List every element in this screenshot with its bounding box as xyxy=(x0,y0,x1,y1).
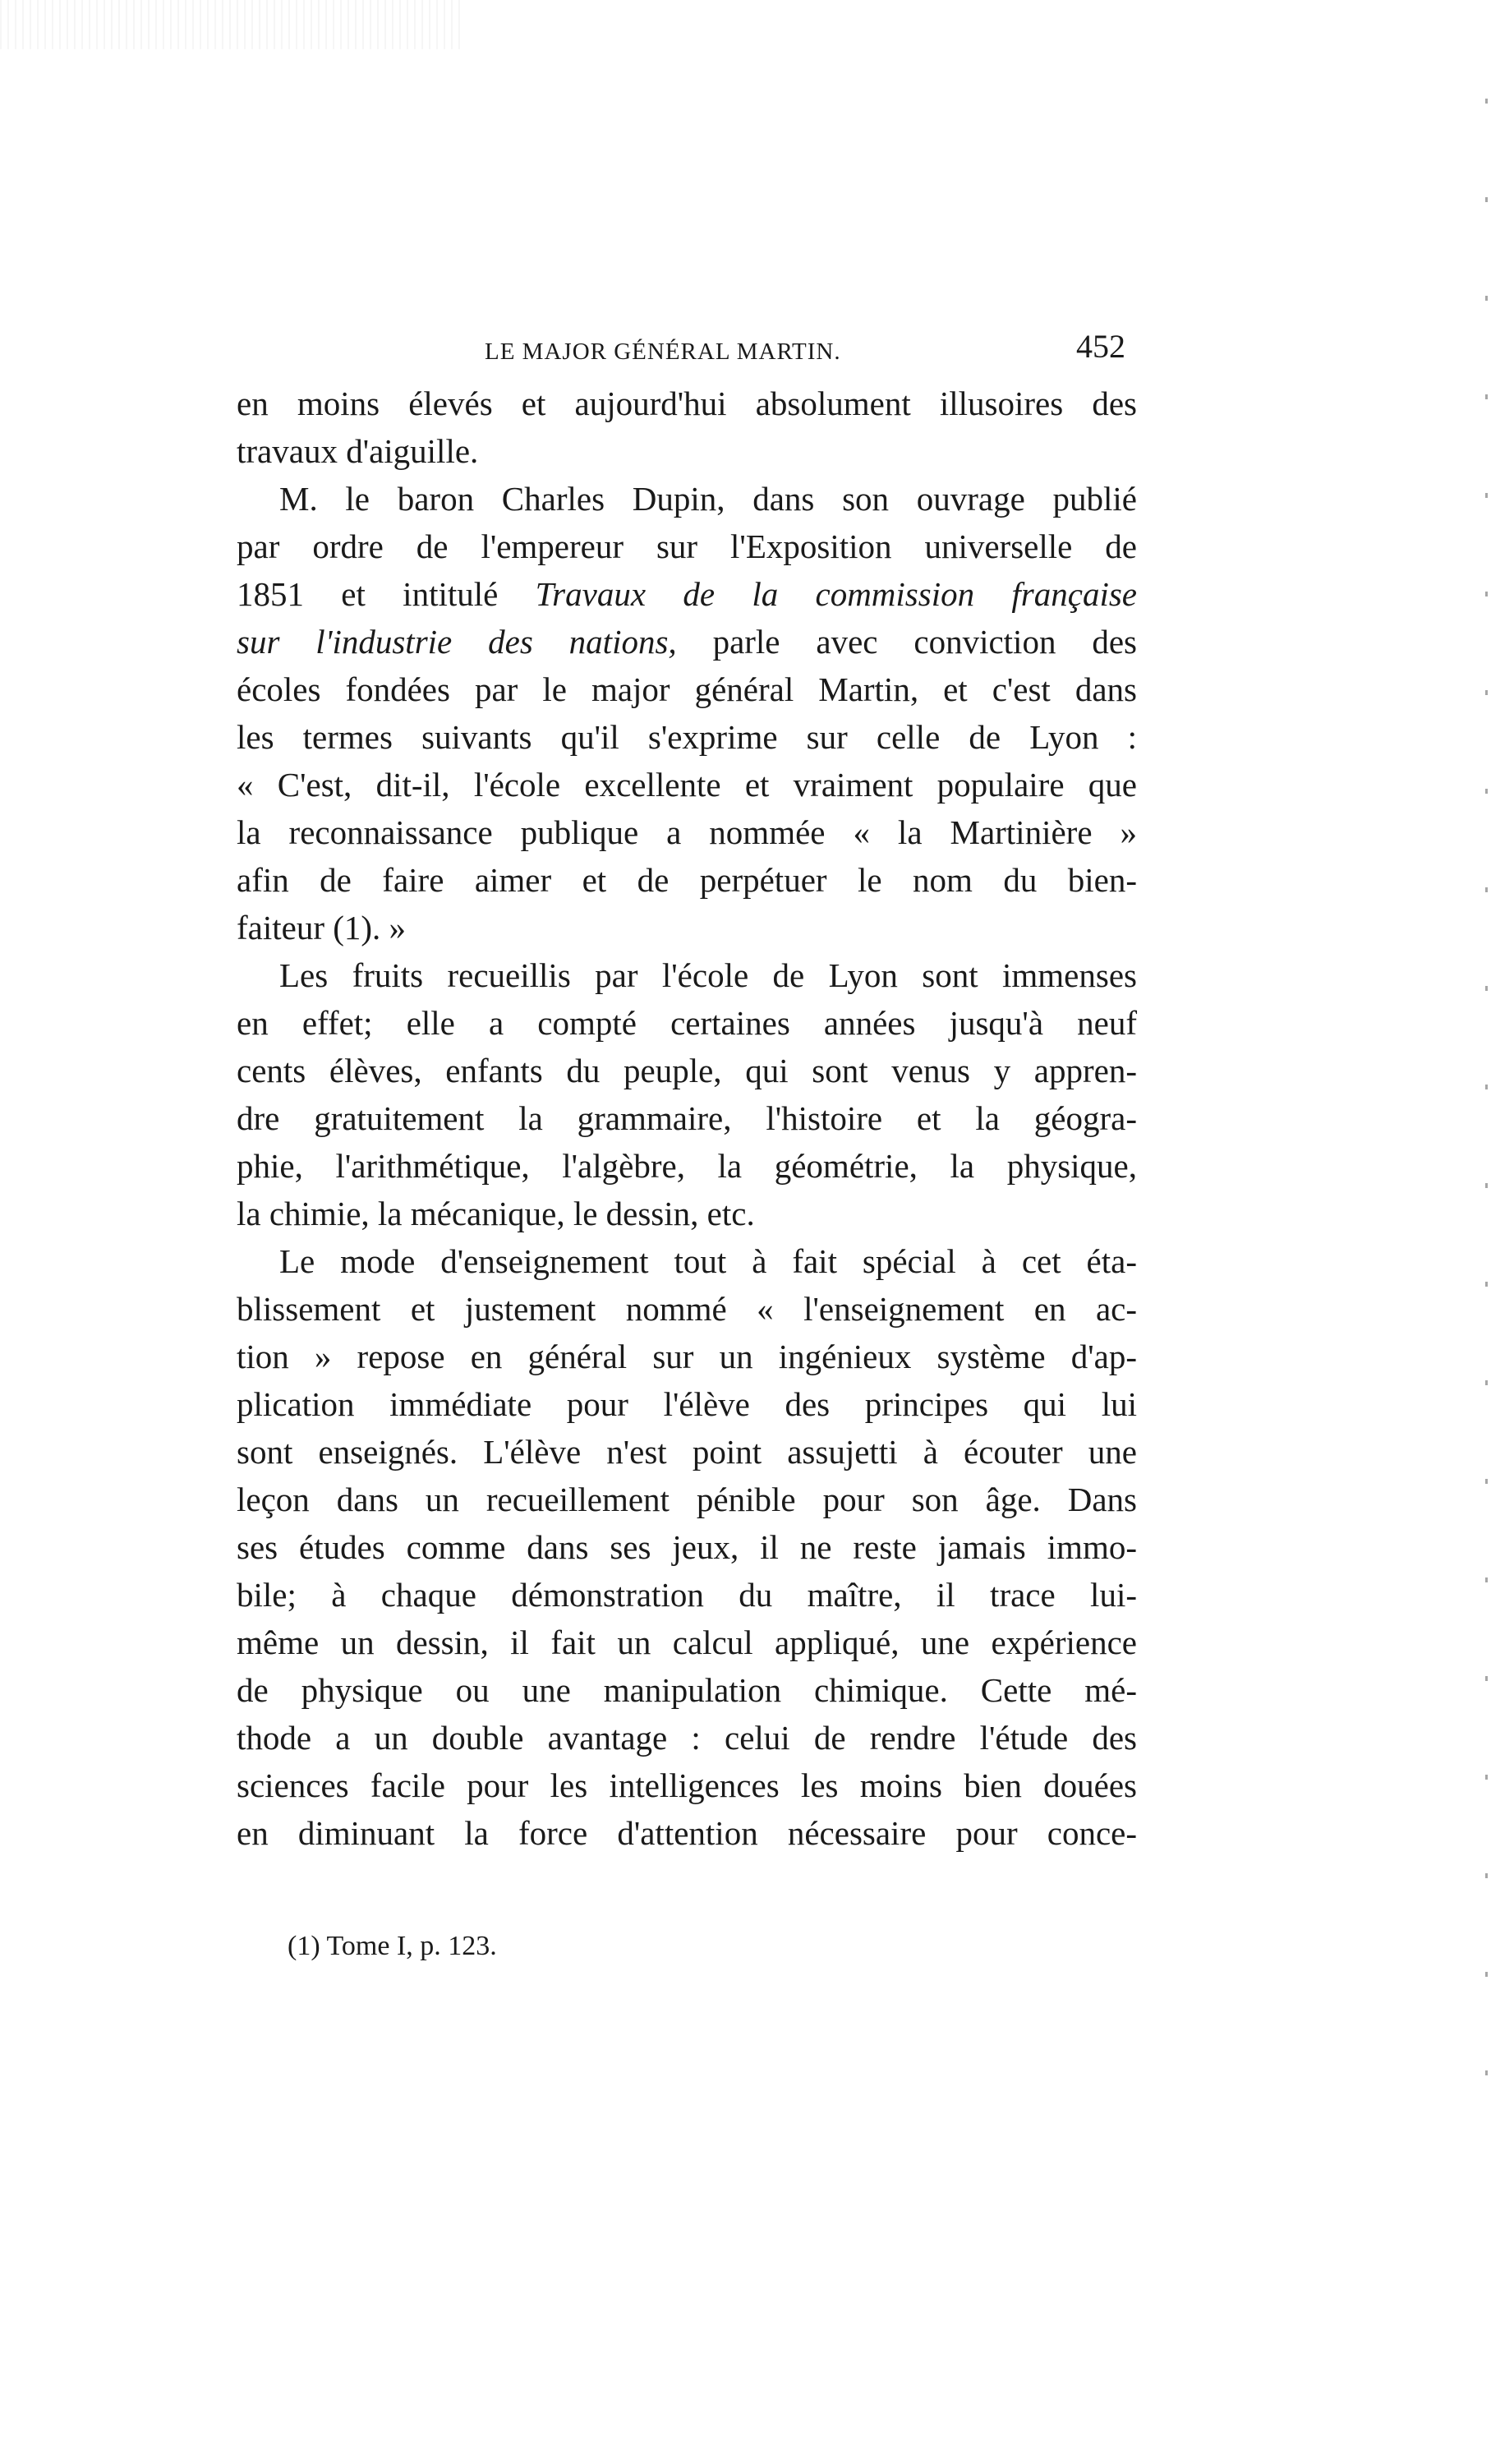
text-line: bile; à chaque démonstration du maître, il trace lui- xyxy=(237,1576,1137,1614)
italic-title: Travaux de la commission française xyxy=(535,575,1137,613)
text-line: tion » repose en général sur un ingénieux système d'ap- xyxy=(237,1338,1137,1375)
text-line: écoles fondées par le major général Martin, et c'est dans xyxy=(237,670,1137,708)
text-line: plication immédiate pour l'élève des principes qui lui xyxy=(237,1385,1137,1423)
text-line: la reconnaissance publique a nommée « la Martinière » xyxy=(237,813,1137,851)
text-line xyxy=(237,570,1137,618)
text-line: sont enseignés. L'élève n'est point assujetti à écouter une xyxy=(237,1433,1137,1471)
italic-title: sur l'industrie des nations, xyxy=(237,623,677,661)
text-line: de physique ou une manipulation chimique. Cette mé- xyxy=(237,1671,1137,1709)
text-line: phie, l'arithmétique, l'algèbre, la géométrie, la physique, xyxy=(237,1147,1137,1185)
footnote: (1) Tome I, p. 123. xyxy=(288,1931,497,1961)
text-line: en diminuant la force d'attention nécessaire pour conce- xyxy=(237,1814,1137,1852)
body-text xyxy=(237,380,1137,1857)
page-edge-marks xyxy=(1485,99,1488,2153)
text-line: travaux d'aiguille. xyxy=(237,432,479,470)
text-fragment: 1851 et intitulé xyxy=(237,575,536,613)
page-number: 452 xyxy=(1076,328,1125,365)
text-line: Le mode d'enseignement tout à fait spécial à cet éta- xyxy=(279,1242,1137,1280)
text-line: afin de faire aimer et de perpétuer le nom du bien- xyxy=(237,861,1137,899)
text-line: dre gratuitement la grammaire, l'histoire et la géogra- xyxy=(237,1099,1137,1137)
text-fragment: parle avec conviction des xyxy=(676,623,1137,661)
text-line: sciences facile pour les intelligences les moins bien douées xyxy=(237,1766,1137,1804)
text-line: leçon dans un recueillement pénible pour son âge. Dans xyxy=(237,1481,1137,1518)
scan-artifact xyxy=(0,0,460,49)
text-line: ses études comme dans ses jeux, il ne reste jamais immo- xyxy=(237,1528,1137,1566)
text-line: thode a un double avantage : celui de rendre l'étude des xyxy=(237,1719,1137,1757)
text-line: par ordre de l'empereur sur l'Exposition universelle de xyxy=(237,527,1137,565)
text-line: « C'est, dit-il, l'école excellente et vraiment populaire que xyxy=(237,766,1137,804)
text-line: faiteur (1). » xyxy=(237,909,407,946)
text-line: même un dessin, il fait un calcul appliqué, une expérience xyxy=(237,1623,1137,1661)
text-line: M. le baron Charles Dupin, dans son ouvrage publié xyxy=(279,480,1137,518)
page-header xyxy=(485,327,1125,376)
text-line: Les fruits recueillis par l'école de Lyon sont immenses xyxy=(279,956,1137,994)
text-line: en effet; elle a compté certaines années jusqu'à neuf xyxy=(237,1004,1137,1042)
text-line: les termes suivants qu'il s'exprime sur celle de Lyon : xyxy=(237,718,1137,756)
text-line: blissement et justement nommé « l'enseignement en ac- xyxy=(237,1290,1137,1328)
text-line: cents élèves, enfants du peuple, qui sont venus y appren- xyxy=(237,1052,1137,1089)
text-line: la chimie, la mécanique, le dessin, etc. xyxy=(237,1195,755,1232)
text-line xyxy=(237,618,1137,666)
text-line: en moins élevés et aujourd'hui absolument illusoires des xyxy=(237,385,1137,422)
running-head: LE MAJOR GÉNÉRAL MARTIN. xyxy=(485,339,841,365)
